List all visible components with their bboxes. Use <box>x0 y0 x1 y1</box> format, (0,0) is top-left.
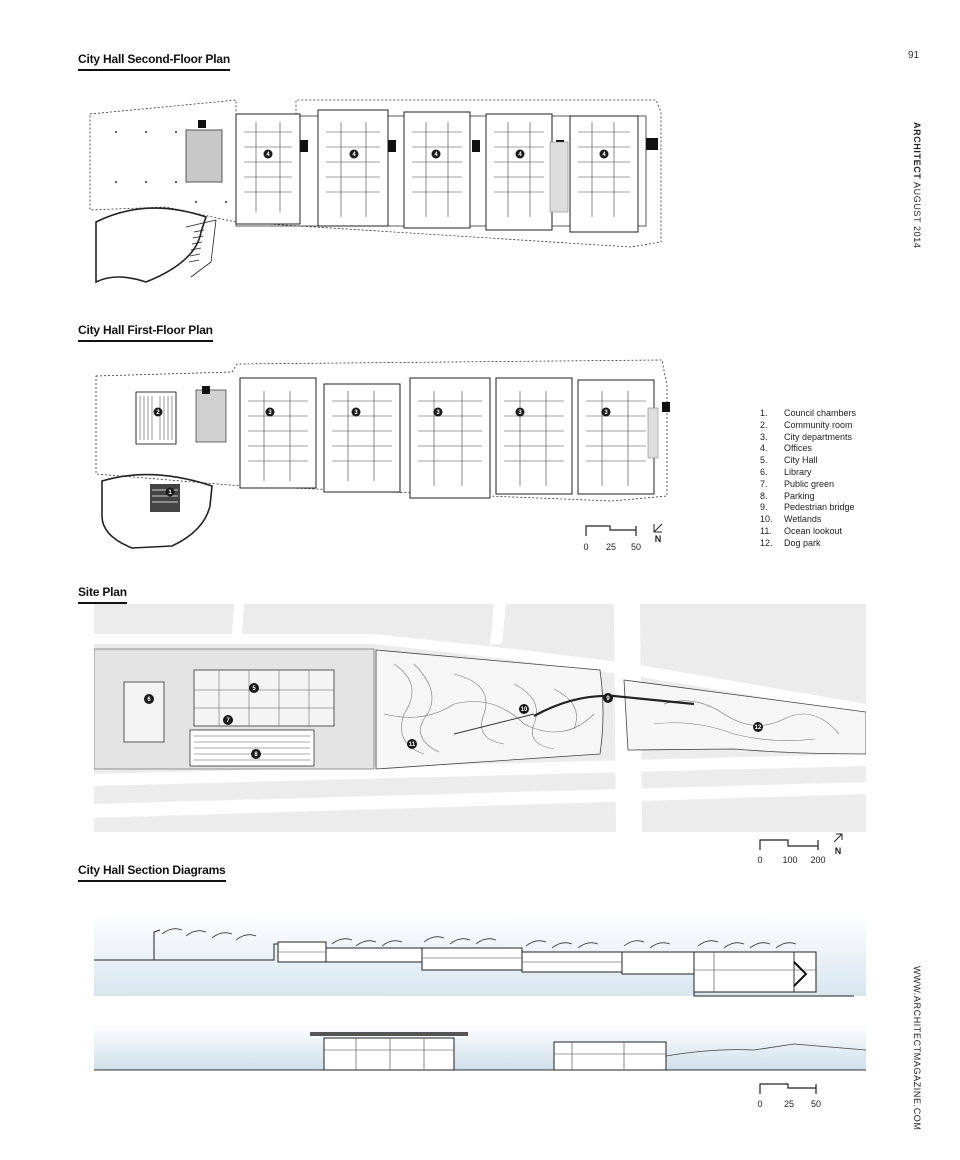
second-floor-plan-drawing <box>86 92 676 292</box>
section-diagram-upper <box>94 902 866 998</box>
site-scale-200: 200 <box>810 855 826 865</box>
site-marker: 8 <box>254 752 258 758</box>
section-scale-0: 0 <box>757 1099 763 1109</box>
second-floor-marker: 4 <box>518 152 522 158</box>
legend-item: 11. Ocean lookout <box>760 525 843 536</box>
floor-scale-0: 0 <box>583 542 589 552</box>
second-floor-heading: City Hall Second-Floor Plan <box>78 52 230 71</box>
issue-date: AUGUST 2014 <box>912 182 922 249</box>
site-marker: 11 <box>408 742 416 748</box>
legend-item: 5. City Hall <box>760 455 818 466</box>
section-scale-bar <box>752 1078 832 1112</box>
legend-item: 8. Parking <box>760 490 815 501</box>
second-floor-marker: 4 <box>602 152 606 158</box>
plan-legend <box>760 408 856 550</box>
site-scale-100: 100 <box>782 855 798 865</box>
page-number: 91 <box>908 50 920 61</box>
second-floor-marker: 4 <box>266 152 270 158</box>
first-floor-marker: 3 <box>604 410 608 416</box>
second-floor-marker: 4 <box>434 152 438 158</box>
section-diagrams-heading: City Hall Section Diagrams <box>78 863 226 882</box>
site-scale-0: 0 <box>757 855 763 865</box>
site-marker: 12 <box>754 725 762 731</box>
site-scale-bar <box>752 832 852 868</box>
first-floor-marker: 2 <box>156 410 160 416</box>
site-marker: 7 <box>226 718 230 724</box>
legend-item: 9. Pedestrian bridge <box>760 502 855 513</box>
site-marker: 5 <box>252 686 256 692</box>
site-plan-heading: Site Plan <box>78 585 127 604</box>
floor-scale-bar <box>580 520 670 554</box>
section-scale-25: 25 <box>783 1099 795 1109</box>
second-floor-marker: 4 <box>352 152 356 158</box>
magazine-name: ARCHITECT <box>912 122 922 180</box>
first-floor-heading: City Hall First-Floor Plan <box>78 323 213 342</box>
north-arrow-icon <box>834 834 842 842</box>
section-scale-50: 50 <box>810 1099 822 1109</box>
first-floor-marker: 3 <box>354 410 358 416</box>
website-url: WWW.ARCHITECTMAGAZINE.COM <box>912 966 922 1131</box>
legend-item: 6. Library <box>760 466 812 477</box>
site-plan-drawing <box>94 604 866 832</box>
legend-item: 2. Community room <box>760 419 853 430</box>
floor-scale-25: 25 <box>605 542 617 552</box>
site-marker: 9 <box>606 696 610 702</box>
first-floor-marker: 3 <box>518 410 522 416</box>
legend-item: 4. Offices <box>760 443 812 454</box>
floor-scale-50: 50 <box>630 542 642 552</box>
legend-item: 10. Wetlands <box>760 514 822 525</box>
north-arrow-icon <box>654 524 662 532</box>
legend-item: 3. City departments <box>760 431 853 442</box>
north-label: N <box>834 846 842 856</box>
site-marker: 6 <box>147 697 151 703</box>
first-floor-marker: 3 <box>436 410 440 416</box>
first-floor-marker: 1 <box>168 490 172 496</box>
first-floor-marker: 3 <box>268 410 272 416</box>
site-marker: 10 <box>520 707 528 713</box>
north-label: N <box>654 534 662 544</box>
section-diagram-lower <box>94 1020 866 1076</box>
magazine-issue-line <box>912 122 922 248</box>
legend-item: 7. Public green <box>760 478 835 489</box>
legend-item: 1. Council chambers <box>760 408 857 418</box>
legend-item: 12. Dog park <box>760 537 821 548</box>
